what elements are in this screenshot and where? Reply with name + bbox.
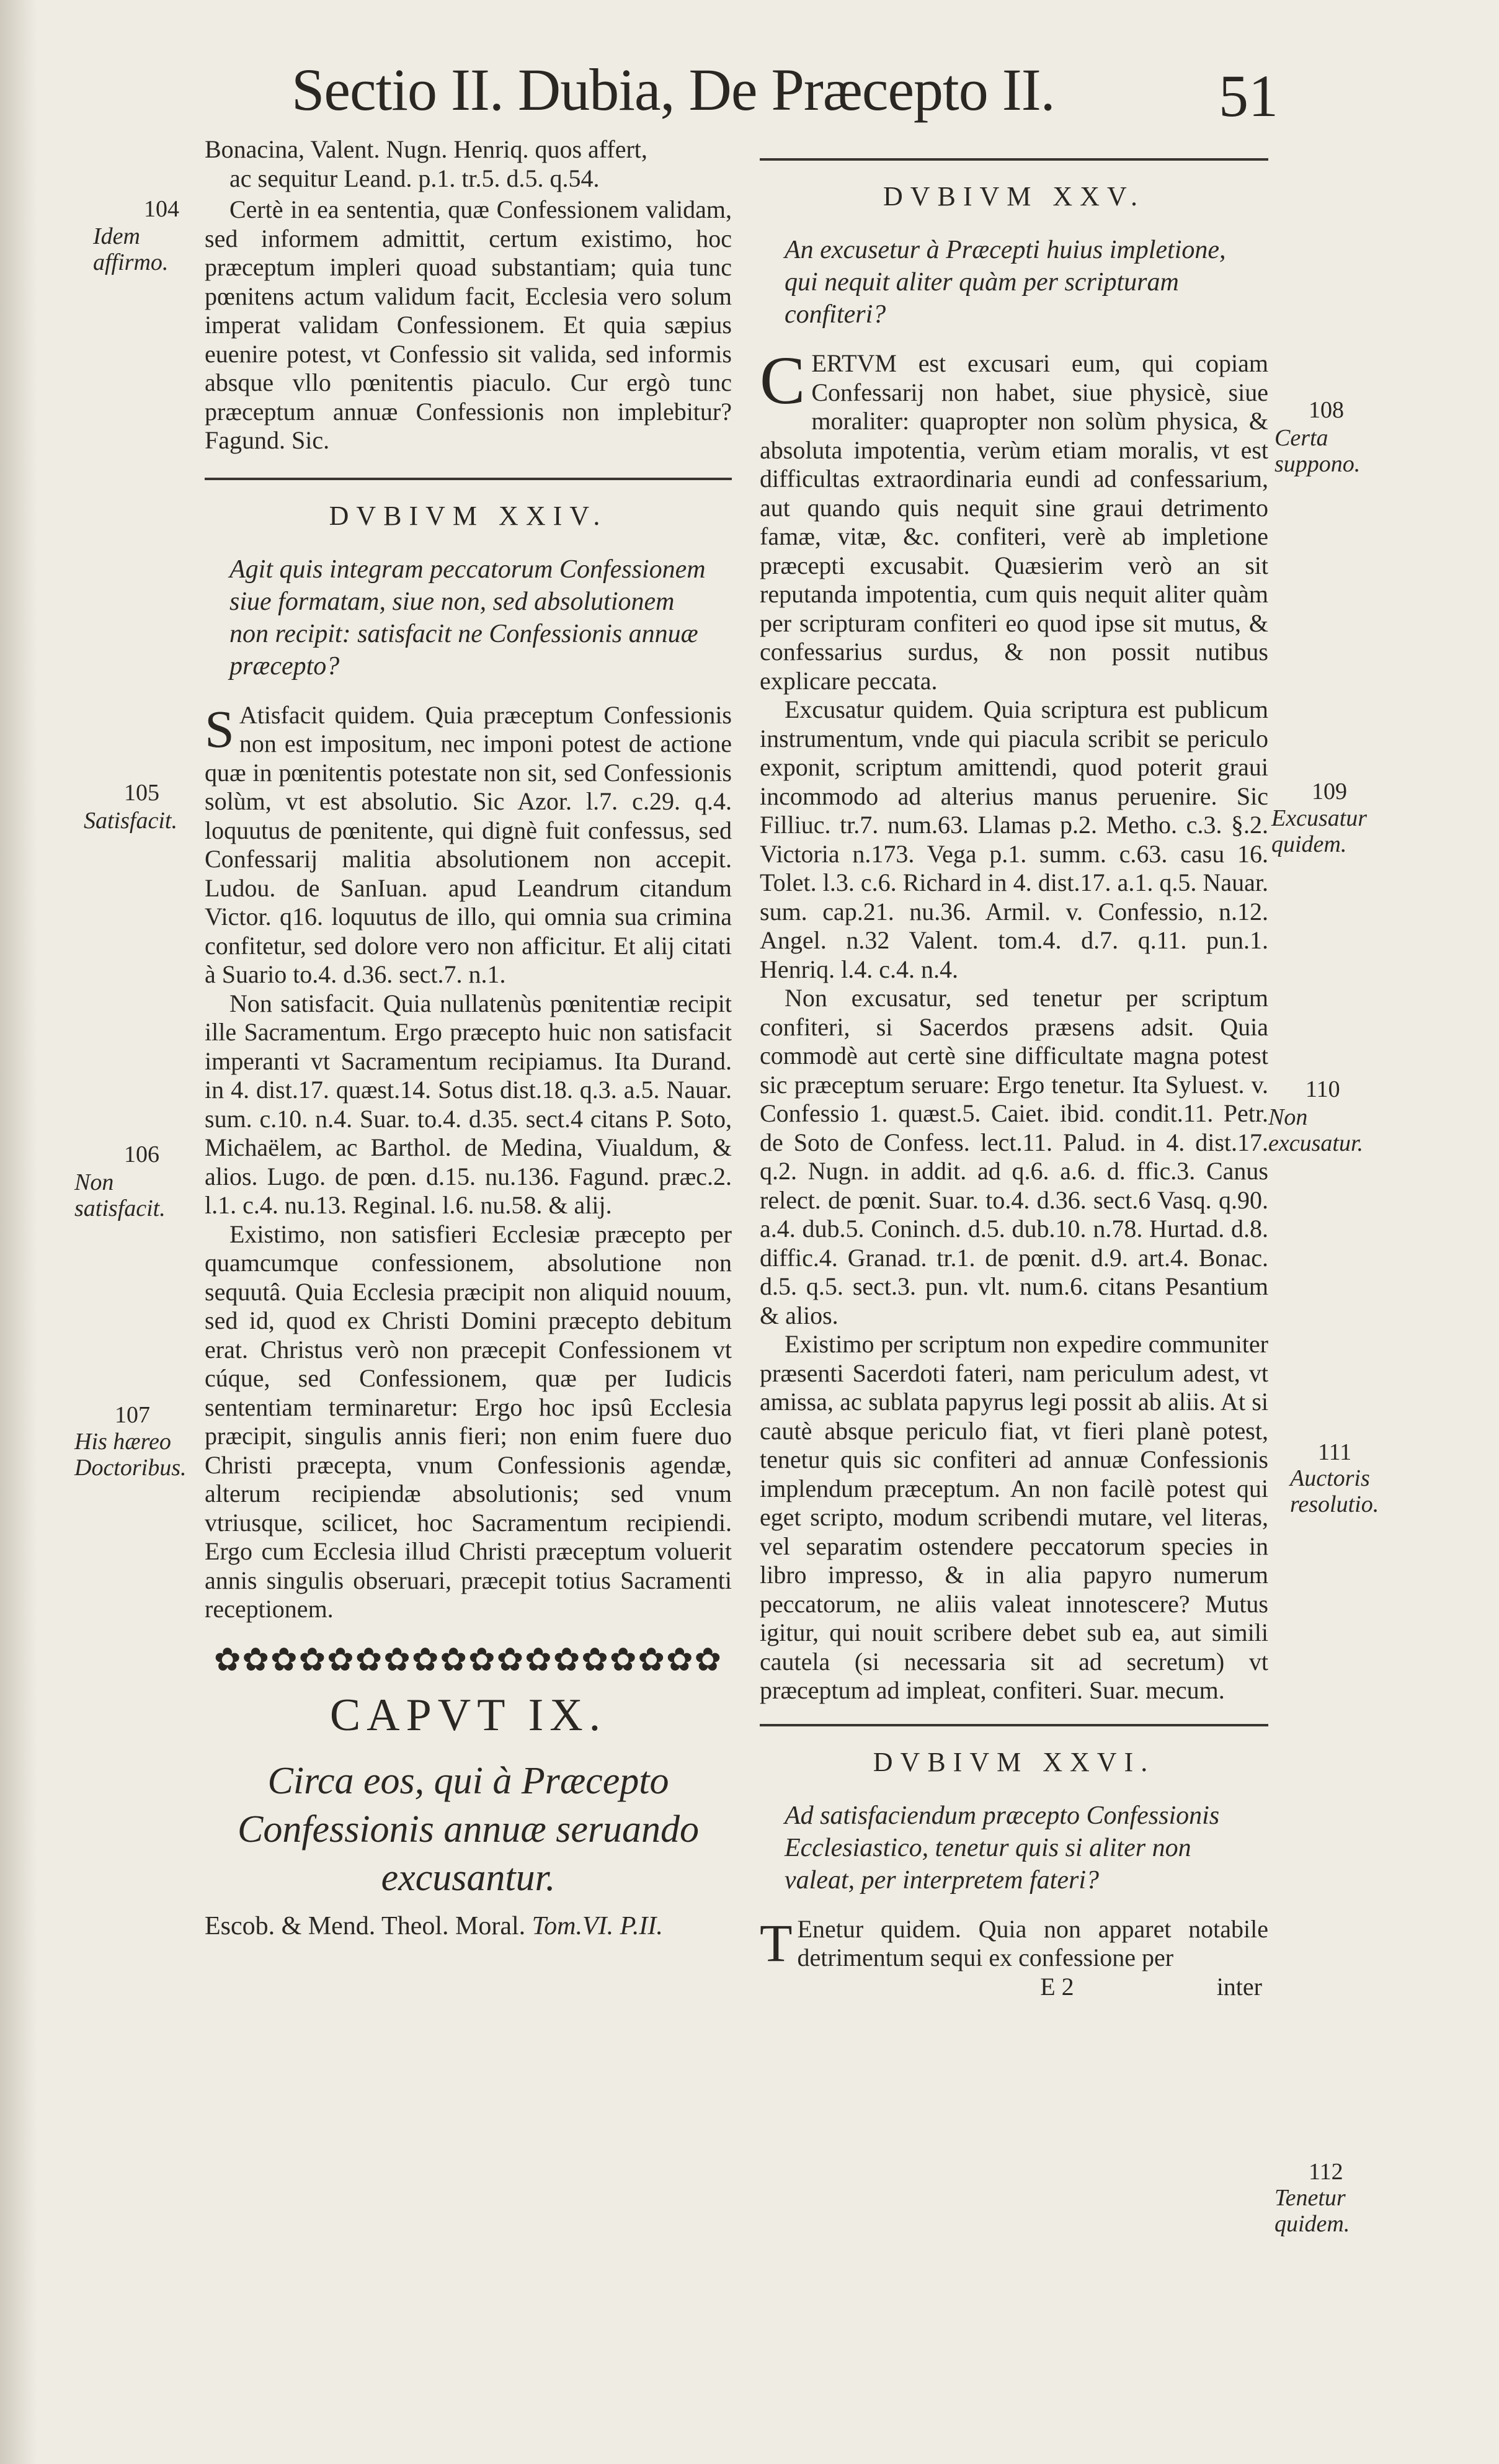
right-column xyxy=(760,158,1268,2001)
paragraph-105-text: Atisfacit quidem. Quia præceptum Confessionis non est impositum, nec imponi potest de actione quæ in pœnitentis potestate non sit, sed Confessionis solùm, vt est absolutio. Sic Azor. l.7. c.29. q.4. loquutus de pœnitente, qui dignè fuit confessus, sed Confessarij malitia absolutionem non accepit. Ludou. de SanIuan. apud Leandrum citandum Victor. q16. loquutus de illo, qui omnia sua crimina confitetur, sed dolore vero non afficitur. Et alij citati à Suario to.4. d.36. sect.7. n.1. xyxy=(205,700,732,988)
paragraph-104: Certè in ea sententia, quæ Confessionem validam, sed informem admittit, certum existimo, hoc præceptum impleri quoad substantiam; quia tunc pœnitens actum validum facit, Ecclesia vero solum imperat validam Confessionem. Et quia sæpius euenire potest, vt Confessio sit valida, sed informis absque vllo pœnitentis piaculo. Cur ergò tunc præceptum annuæ Confessionis non implebitur? Fagund. Sic. xyxy=(205,195,732,454)
dubium-26-question: Ad satisfaciendum præcepto Confessionis Ecclesiastico, tenetur quis si aliter non valeat, per interpretem fateri? xyxy=(785,1801,1220,1895)
caput-title: Circa eos, qui à Præcepto Confessionis annuæ seruando excusantur. xyxy=(237,1760,700,1899)
section-rule xyxy=(205,478,732,480)
signature-line-author: Escob. & Mend. Theol. Moral. xyxy=(205,1912,526,1940)
section-rule xyxy=(760,158,1268,161)
margin-number-104: 104 xyxy=(144,196,179,222)
left-column xyxy=(205,135,732,1942)
paragraph-108 xyxy=(760,342,1268,695)
caput-heading: CAPVT IX. xyxy=(329,1690,607,1741)
running-title: Sectio II. Dubia, De Præcepto II. xyxy=(291,56,1055,123)
margin-note-109: Excusatur quidem. xyxy=(1271,805,1368,857)
signature-line-volume: Tom.VI. P.II. xyxy=(532,1912,663,1940)
paragraph-112-text: Enetur quidem. Quia non apparet notabile detrimentum sequi ex confessione per xyxy=(797,1914,1268,1971)
section-rule xyxy=(760,1724,1268,1726)
margin-number-106: 106 xyxy=(124,1141,159,1167)
dubium-24-heading: DVBIVM XXIV. xyxy=(329,500,608,531)
margin-note-105: Satisfacit. xyxy=(84,808,177,834)
margin-number-111: 111 xyxy=(1318,1439,1352,1465)
margin-note-104: Idem affirmo. xyxy=(93,223,169,275)
dubium-26-heading: DVBIVM XXVI. xyxy=(873,1746,1155,1777)
paragraph-110: Non excusatur, sed tenetur per scriptum confiteri, si Sacerdos præsens adsit. Quia commodè aut certè sine difficultate magna potest sic præceptum seruare: Ergo tenetur. Ita Syluest. v. Confessio 1. quæst.5. Caiet. ibid. condit.11. Petr. de Soto de Confess. lect.11. Palud. in 4. dist.17. q.2. Nugn. in addit. ad q.6. a.6. d. ffic.3. Canus relect. de pœnit. Suar. to.4. d.36. sect.6 Vasq. q.90. a.4. dub.5. Coninch. d.5. dub.10. n.78. Hurtad. d.8. diffic.4. Granad. tr.1. de pœnit. d.9. art.4. Bonac. d.5. q.5. sect.3. pun. vlt. num.6. citans Pesantium & alios. xyxy=(760,984,1268,1329)
dubium-25-question: An excusetur à Præcepti huius impletione, qui nequit aliter quàm per scripturam confiteri? xyxy=(785,236,1226,329)
catchword: inter xyxy=(1216,1972,1262,2001)
initial-letter: S xyxy=(205,699,234,759)
ornament-band: ✿✿✿✿✿✿✿✿✿✿✿✿✿✿✿✿✿✿ xyxy=(213,1646,723,1675)
paragraph-111: Existimo per scriptum non expedire communiter præsenti Sacerdoti fateri, nam periculum adest, vt amissa, ac sublata papyrus legi possit ab aliis. At si cautè absque periculo fiat, vt fieri planè potest, tenetur quis sic confiteri ad annuæ Confessionis implendum præceptum. An non facilè potest qui eget scripto, modum scribendi mutare, vel literas, vel separatim ostendere peccatorum species in libro impresso, & in alia papyro numerum peccatorum, ne aliis valeat innotescere? Mutus igitur, qui nouit scribere debet sub ea, aut simili cautela (si necessaria sit ad secretum) vt præceptum ad impleat, confiteri. Suar. mecum. xyxy=(760,1330,1268,1704)
margin-note-106: Non satisfacit. xyxy=(74,1169,166,1221)
text-line: Bonacina, Valent. Nugn. Henriq. quos affert, xyxy=(205,135,647,163)
paragraph-106: Non satisfacit. Quia nullatenùs pœnitentiæ recipit ille Sacramentum. Ergo præcepto huic non satisfacit imperanti vt Sacramentum recipiamus. Ita Durand. in 4. dist.17. quæst.14. Sotus dist.18. q.3. a.5. Nauar. sum. c.10. n.4. Suar. to.4. d.35. sect.4 citans P. Soto, Michaëlem, ac Barthol. de Medina, Viualdum, & alios. Lugo. de pœn. d.15. nu.136. Fagund. præc.2. l.1. c.4. nu.13. Reginal. l.6. nu.58. & alij. xyxy=(205,989,732,1219)
dubium-25-heading: DVBIVM XXV. xyxy=(883,181,1145,212)
margin-number-109: 109 xyxy=(1312,779,1347,805)
gutter-shadow xyxy=(0,0,37,2464)
paragraph-109: Excusatur quidem. Quia scriptura est publicum instrumentum, vnde qui piacula scribit se periculo exponit, scriptum amittendi, quod poterit graui incommodo ad alterius manus peruenire. Sic Filliuc. tr.7. num.63. Llamas p.2. Metho. c.3. §.2. Victoria n.173. Vega p.1. summ. c.63. casu 16. Tolet. l.3. c.6. Richard in 4. dist.17. a.1. q.5. Nauar. sum. cap.21. nu.36. Armil. v. Confessio, n.12. Angel. n.32 Valent. tom.4. d.7. q.11. pun.1. Henriq. l.4. c.4. n.4. xyxy=(760,695,1268,983)
page-number: 51 xyxy=(1219,63,1278,129)
signature-catchword-line xyxy=(760,1973,1268,2002)
margin-note-111: Auctoris resolutio. xyxy=(1290,1465,1379,1517)
text-line: ac sequitur Leand. p.1. tr.5. d.5. q.54. xyxy=(229,164,600,192)
dubium-24-question: Agit quis integram peccatorum Confessionem siue formatam, siue non, sed absolutionem non recipit: satisfacit ne Confessionis annuæ præcepto? xyxy=(229,555,706,681)
signature-line xyxy=(205,1911,732,1942)
margin-number-107: 107 xyxy=(115,1402,150,1428)
paragraph-105 xyxy=(205,701,732,989)
initial-letter: T xyxy=(760,1913,793,1973)
margin-number-110: 110 xyxy=(1306,1076,1340,1102)
margin-note-107: His hæreo Doctoribus. xyxy=(74,1429,187,1481)
margin-number-105: 105 xyxy=(124,780,159,806)
paragraph-108-text: ERTVM est excusari eum, qui copiam Confessarij non habet, siue physicè, siue moraliter: quapropter non solùm physica, & absoluta impotentia, verùm etiam moralis, vt est difficultas extraordinaria eundi ad confessarium, aut quando quis nequit sine graui detrimento famæ, vitæ, &c. confiteri, verè ab impletione præcepti excusabit. Quæsierim verò an sit reputanda impotentia, cum quis nequit aliter quàm per scripturam confiteri eo quod ipse sit mutus, & confessarius surdus, & non possit nutibus explicare peccata. xyxy=(760,349,1268,695)
margin-note-108: Certa suppono. xyxy=(1274,425,1361,477)
margin-number-108: 108 xyxy=(1309,397,1344,423)
initial-letter: C xyxy=(760,342,806,418)
signature-mark: E 2 xyxy=(1040,1972,1074,2001)
margin-note-110: Non excusatur. xyxy=(1268,1104,1364,1156)
paragraph-107: Existimo, non satisfieri Ecclesiæ præcepto per quamcumque confessionem, absolutione non sequutâ. Quia Ecclesia præcipit non aliquid nouum, sed id, quod ex Christi Domini præcepto debitum erat. Christus verò non præcepit Confessionem vt cúque, sed Confessionem, quæ per Iudicis sententiam terminaretur: Ergo hoc ipsû Ecclesia præcipit, singulis annis fieri; non enim fuere duo Christi præcepta, vnum Confessionis agendæ, alterum recipiendæ absolutionis; sed vnum vtriusque, scilicet, hoc Sacramentum recipiendi. Ergo cum Ecclesia illud Christi præceptum voluerit annis singulis obseruari, præcepit totius Sacramenti receptionem. xyxy=(205,1220,732,1623)
margin-note-112: Tenetur quidem. xyxy=(1274,2185,1350,2237)
margin-number-112: 112 xyxy=(1309,2159,1343,2185)
paragraph-112 xyxy=(760,1915,1268,1973)
